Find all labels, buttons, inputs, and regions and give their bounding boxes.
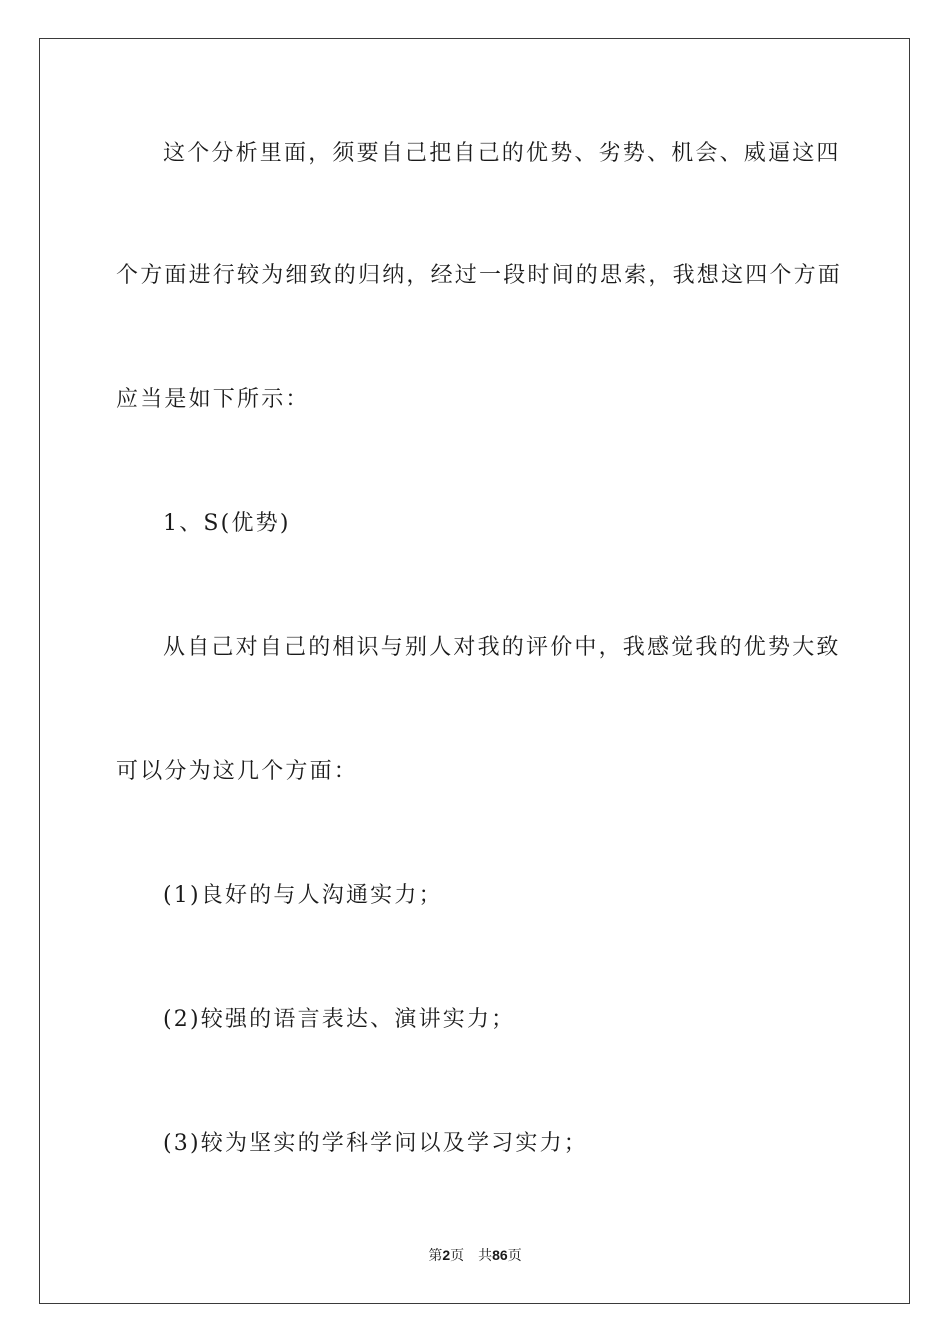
paragraph-line: 应当是如下所示： [116,387,310,412]
list-item: (3)较为坚实的学科学问以及学习实力； [163,1131,588,1156]
page-suffix: 页 [450,1248,465,1264]
paragraph-line: 可以分为这几个方面： [116,759,359,784]
list-item: (1)良好的与人沟通实力； [163,883,443,908]
paragraph-line: 从自己对自己的相识与别人对我的评价中，我感觉我的优势大致 [163,635,841,660]
list-item: (2)较强的语言表达、演讲实力； [163,1007,516,1032]
total-prefix: 共 [478,1248,493,1264]
total-pages: 86 [492,1247,508,1263]
page-border [39,38,910,1304]
section-heading: 1、S(优势) [163,511,291,536]
page-number: 2 [442,1247,451,1263]
total-suffix: 页 [507,1248,522,1264]
paragraph-line: 这个分析里面，须要自己把自己的优势、劣势、机会、威逼这四 [163,141,841,166]
paragraph-line: 个方面进行较为细致的归纳，经过一段时间的思索，我想这四个方面 [116,263,843,288]
page-prefix: 第 [428,1248,443,1264]
page-footer [0,1246,950,1265]
